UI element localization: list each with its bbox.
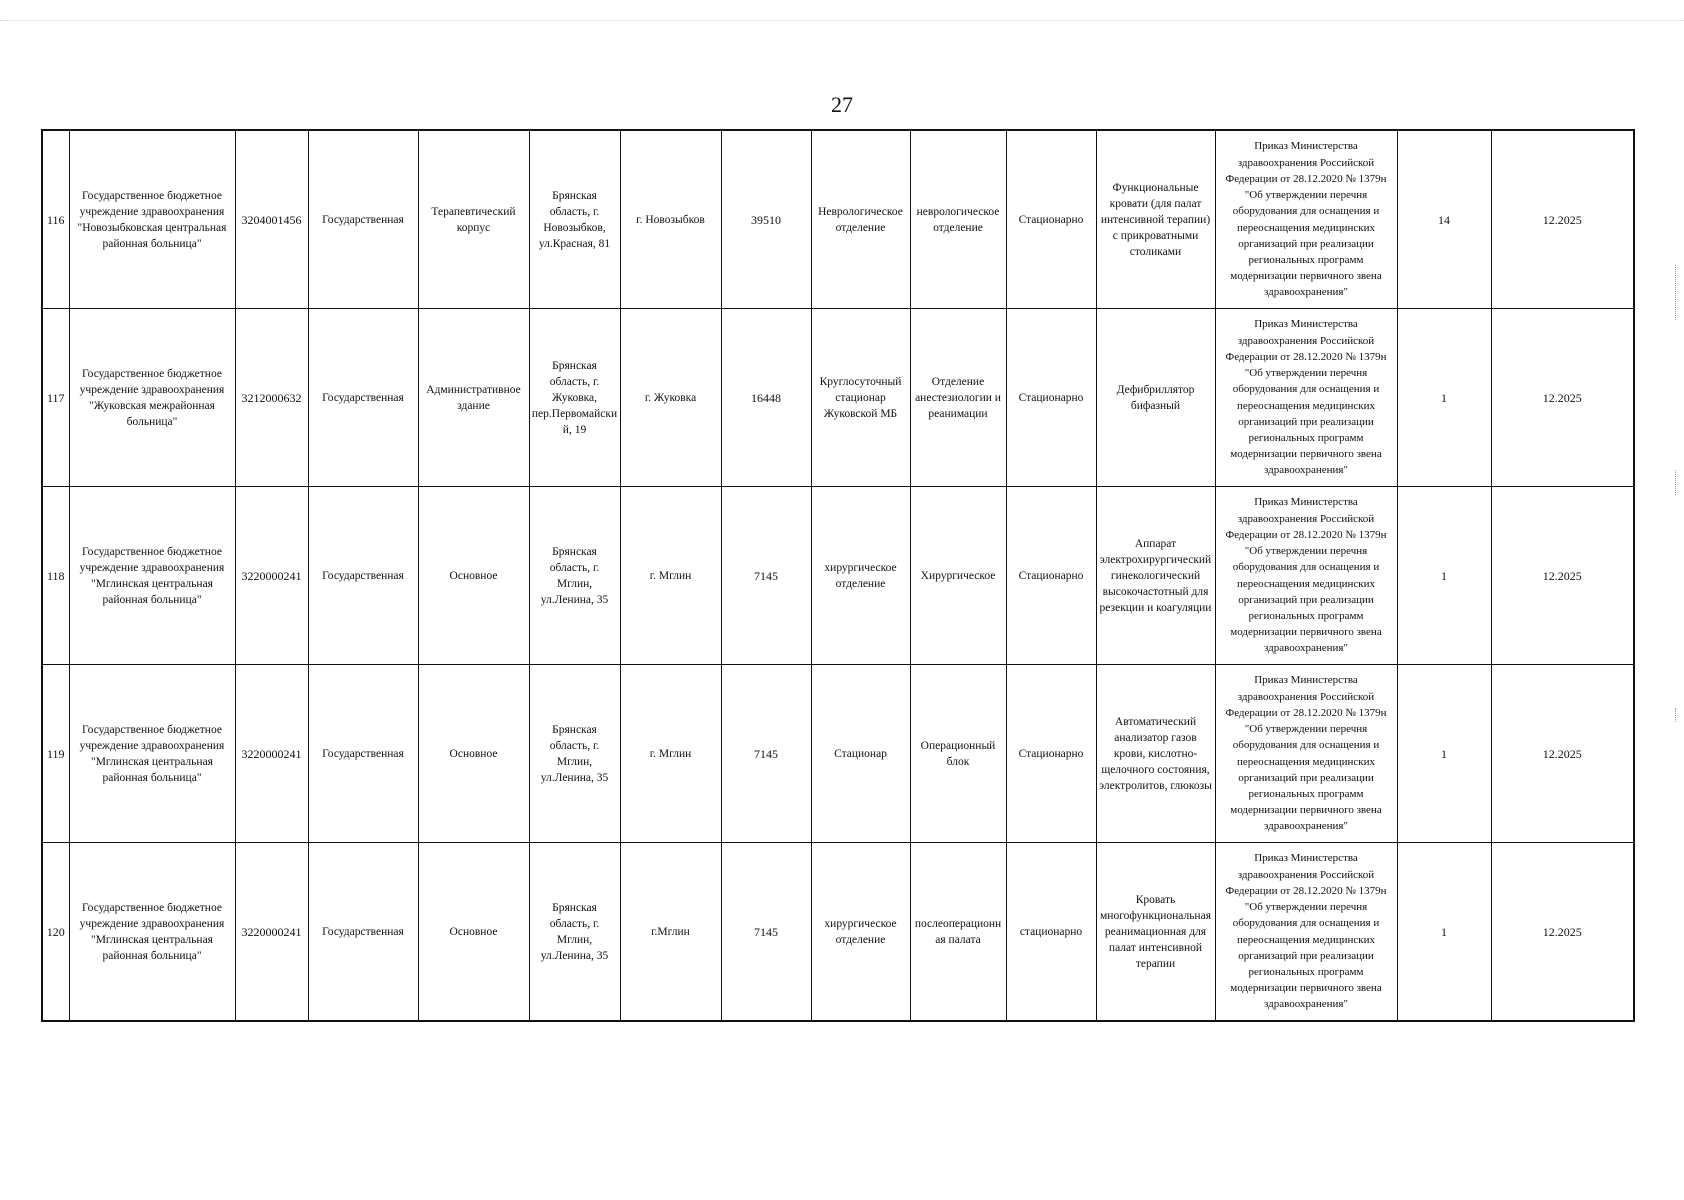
- address: Брянская область, г. Мглин, ул.Ленина, 35: [529, 665, 620, 843]
- quantity: 14: [1397, 130, 1491, 309]
- row-number: 119: [42, 665, 69, 843]
- ownership-form: Государственная: [308, 665, 418, 843]
- care-type: Стационарно: [1006, 665, 1096, 843]
- department-unit: хирургическое отделение: [811, 487, 910, 665]
- regulatory-order: Приказ Министерства здравоохранения Российской Федерации от 28.12.2020 № 1379н "Об утверждении перечня оборудования для оснащения и переоснащения медицинских организаций при реализации региональных программ модернизации первичного звена здравоохранения": [1215, 843, 1397, 1022]
- equipment-name: Автоматический анализатор газов крови, кислотно-щелочного состояния, электролитов, глюкозы: [1096, 665, 1215, 843]
- organization-name: Государственное бюджетное учреждение здравоохранения "Мглинская центральная районная больница": [69, 843, 235, 1022]
- equipment-table-wrapper: [41, 129, 1633, 1022]
- building-name: Терапевтический корпус: [418, 130, 529, 309]
- building-name: Основное: [418, 843, 529, 1022]
- equipment-name: Дефибриллятор бифазный: [1096, 309, 1215, 487]
- quantity: 1: [1397, 487, 1491, 665]
- delivery-date: 12.2025: [1491, 665, 1634, 843]
- organization-name: Государственное бюджетное учреждение здравоохранения "Жуковская межрайонная больница": [69, 309, 235, 487]
- table-row: [42, 843, 1634, 1022]
- inn-code: 3220000241: [235, 843, 308, 1022]
- department-unit: хирургическое отделение: [811, 843, 910, 1022]
- inn-code: 3220000241: [235, 665, 308, 843]
- care-type: стационарно: [1006, 843, 1096, 1022]
- inn-code: 3212000632: [235, 309, 308, 487]
- settlement-code: 16448: [721, 309, 811, 487]
- equipment-table: [41, 129, 1635, 1022]
- care-type: Стационарно: [1006, 309, 1096, 487]
- department-subunit: неврологическое отделение: [910, 130, 1006, 309]
- building-name: Основное: [418, 487, 529, 665]
- regulatory-order: Приказ Министерства здравоохранения Российской Федерации от 28.12.2020 № 1379н "Об утверждении перечня оборудования для оснащения и переоснащения медицинских организаций при реализации региональных программ модернизации первичного звена здравоохранения": [1215, 309, 1397, 487]
- row-number: 118: [42, 487, 69, 665]
- department-subunit: Операционный блок: [910, 665, 1006, 843]
- ownership-form: Государственная: [308, 309, 418, 487]
- address: Брянская область, г. Мглин, ул.Ленина, 35: [529, 843, 620, 1022]
- row-number: 120: [42, 843, 69, 1022]
- scan-edge-mark: [1675, 470, 1678, 495]
- table-row: [42, 487, 1634, 665]
- care-type: Стационарно: [1006, 130, 1096, 309]
- delivery-date: 12.2025: [1491, 309, 1634, 487]
- scan-top-edge: [0, 20, 1684, 22]
- ownership-form: Государственная: [308, 487, 418, 665]
- table-body: [42, 130, 1634, 1021]
- quantity: 1: [1397, 309, 1491, 487]
- department-subunit: Отделение анестезиологии и реанимации: [910, 309, 1006, 487]
- inn-code: 3220000241: [235, 487, 308, 665]
- organization-name: Государственное бюджетное учреждение здравоохранения "Мглинская центральная районная больница": [69, 487, 235, 665]
- care-type: Стационарно: [1006, 487, 1096, 665]
- row-number: 116: [42, 130, 69, 309]
- city: г. Новозыбков: [620, 130, 721, 309]
- settlement-code: 7145: [721, 843, 811, 1022]
- department-unit: Круглосуточный стационар Жуковской МБ: [811, 309, 910, 487]
- settlement-code: 7145: [721, 487, 811, 665]
- address: Брянская область, г. Жуковка, пер.Первомайский, 19: [529, 309, 620, 487]
- equipment-name: Аппарат электрохирургический гинекологический высокочастотный для резекции и коагуляции: [1096, 487, 1215, 665]
- quantity: 1: [1397, 665, 1491, 843]
- delivery-date: 12.2025: [1491, 487, 1634, 665]
- settlement-code: 7145: [721, 665, 811, 843]
- department-subunit: послеоперационная палата: [910, 843, 1006, 1022]
- page-number: 27: [831, 92, 853, 117]
- regulatory-order: Приказ Министерства здравоохранения Российской Федерации от 28.12.2020 № 1379н "Об утверждении перечня оборудования для оснащения и переоснащения медицинских организаций при реализации региональных программ модернизации первичного звена здравоохранения": [1215, 130, 1397, 309]
- delivery-date: 12.2025: [1491, 843, 1634, 1022]
- city: г. Мглин: [620, 665, 721, 843]
- building-name: Основное: [418, 665, 529, 843]
- equipment-name: Кровать многофункциональная реанимационная для палат интенсивной терапии: [1096, 843, 1215, 1022]
- ownership-form: Государственная: [308, 843, 418, 1022]
- city: г. Жуковка: [620, 309, 721, 487]
- organization-name: Государственное бюджетное учреждение здравоохранения "Новозыбковская центральная районная больница": [69, 130, 235, 309]
- inn-code: 3204001456: [235, 130, 308, 309]
- address: Брянская область, г. Мглин, ул.Ленина, 35: [529, 487, 620, 665]
- scan-edge-mark: [1675, 265, 1678, 320]
- organization-name: Государственное бюджетное учреждение здравоохранения "Мглинская центральная районная больница": [69, 665, 235, 843]
- scan-edge-mark: [1675, 708, 1678, 722]
- row-number: 117: [42, 309, 69, 487]
- department-unit: Неврологическое отделение: [811, 130, 910, 309]
- quantity: 1: [1397, 843, 1491, 1022]
- city: г.Мглин: [620, 843, 721, 1022]
- building-name: Административное здание: [418, 309, 529, 487]
- ownership-form: Государственная: [308, 130, 418, 309]
- address: Брянская область, г. Новозыбков, ул.Красная, 81: [529, 130, 620, 309]
- city: г. Мглин: [620, 487, 721, 665]
- department-subunit: Хирургическое: [910, 487, 1006, 665]
- regulatory-order: Приказ Министерства здравоохранения Российской Федерации от 28.12.2020 № 1379н "Об утверждении перечня оборудования для оснащения и переоснащения медицинских организаций при реализации региональных программ модернизации первичного звена здравоохранения": [1215, 665, 1397, 843]
- table-row: [42, 309, 1634, 487]
- regulatory-order: Приказ Министерства здравоохранения Российской Федерации от 28.12.2020 № 1379н "Об утверждении перечня оборудования для оснащения и переоснащения медицинских организаций при реализации региональных программ модернизации первичного звена здравоохранения": [1215, 487, 1397, 665]
- equipment-name: Функциональные кровати (для палат интенсивной терапии) с прикроватными столиками: [1096, 130, 1215, 309]
- delivery-date: 12.2025: [1491, 130, 1634, 309]
- department-unit: Стационар: [811, 665, 910, 843]
- settlement-code: 39510: [721, 130, 811, 309]
- table-row: [42, 130, 1634, 309]
- table-row: [42, 665, 1634, 843]
